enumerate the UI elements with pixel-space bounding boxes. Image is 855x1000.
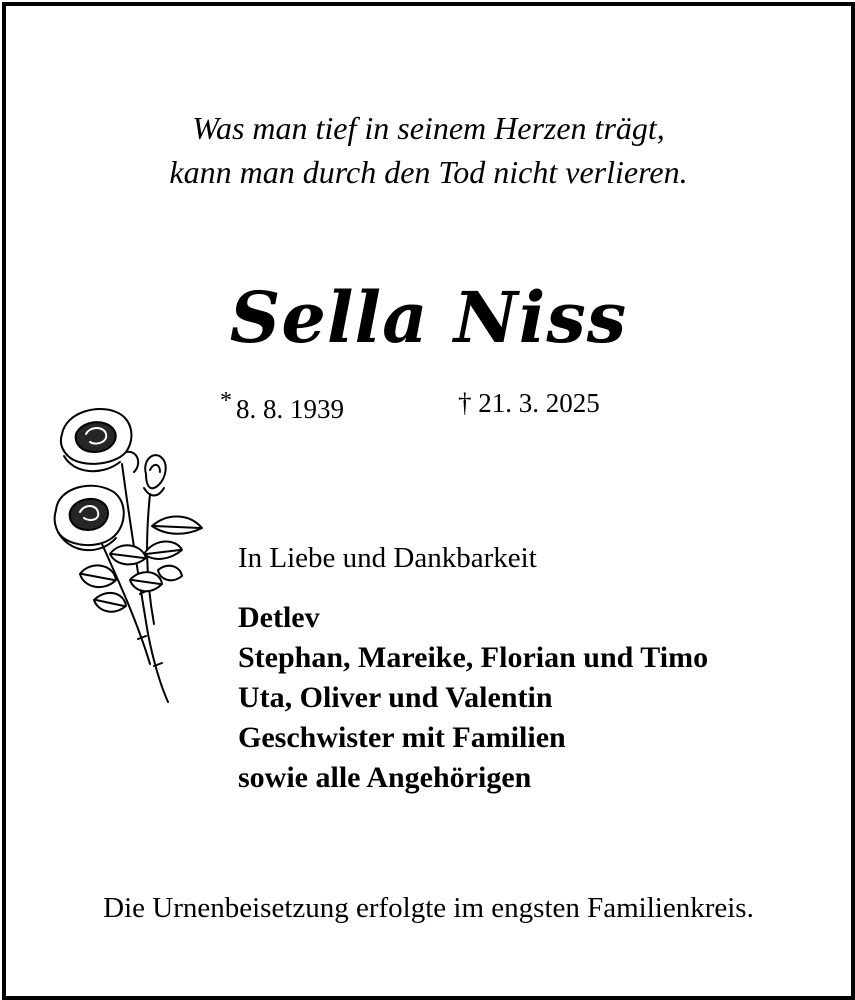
death-date: 21. 3. 2025 <box>478 388 600 418</box>
mourner-entry: Detlev <box>238 601 320 634</box>
mourner-entry: sowie alle Angehörigen <box>238 761 532 794</box>
mourner-entry: Geschwister mit Familien <box>238 721 566 754</box>
motto-line-1: Was man tief in seinem Herzen trägt, <box>192 110 665 146</box>
deceased-name: Sella Niss <box>229 276 628 359</box>
birth-date-group <box>220 388 344 425</box>
rose-icon <box>50 404 210 709</box>
obituary-notice <box>2 2 855 1000</box>
mourner-entry: Uta, Oliver und Valentin <box>238 681 553 714</box>
death-symbol: † <box>458 388 472 418</box>
mourners-list <box>238 598 708 798</box>
birth-date: 8. 8. 1939 <box>236 394 344 424</box>
death-date-group <box>458 388 600 419</box>
dedication-text: In Liebe und Dankbarkeit <box>238 542 537 574</box>
motto-line-2: kann man durch den Tod nicht verlieren. <box>169 154 688 190</box>
motto-quote <box>6 106 851 194</box>
birth-symbol: * <box>220 388 232 414</box>
mourner-entry: Stephan, Mareike, Florian und Timo <box>238 641 709 674</box>
funeral-note: Die Urnenbeisetzung erfolgte im engsten Familienkreis. <box>103 892 754 924</box>
